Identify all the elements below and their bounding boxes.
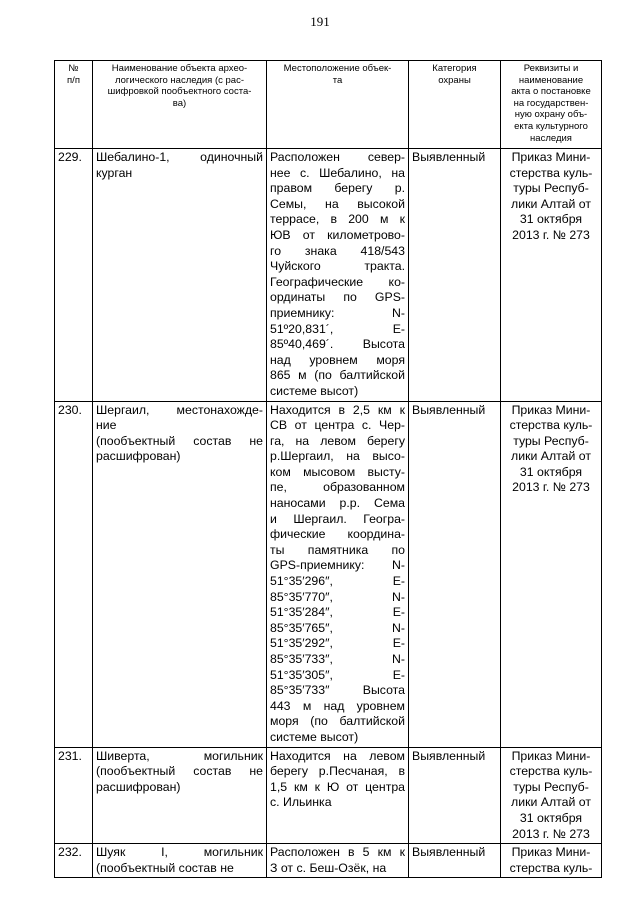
cell-text-line: 51°35′284″, E-	[270, 605, 405, 620]
header-text-line: ва)	[172, 97, 187, 109]
table-header-row	[55, 61, 602, 149]
cell-text-line: пе, образованном	[270, 480, 405, 495]
cell-text-line: 85°35′733″, N-	[270, 652, 405, 666]
cell-text-line: над уровнем моря	[270, 352, 405, 367]
cell-text-line: СВ от центра с. Чер-	[270, 418, 405, 433]
header-requisites	[501, 61, 602, 149]
header-text-line: Наименование объекта архео-	[111, 63, 248, 74]
cell-text-line: берегу р.Песчаная, в	[270, 764, 405, 779]
header-text-line: екта культурного	[514, 120, 588, 132]
header-text-line: п/п	[67, 74, 80, 86]
header-text-line: наименование	[518, 74, 584, 86]
cell-text-line: стерства куль-	[509, 165, 593, 180]
cell-text-line: 2013 г. № 273	[512, 826, 590, 841]
cell-text-line: с. Ильинка	[270, 795, 332, 810]
cell-text-line: 85°35′733″ Высота	[270, 683, 405, 698]
cell-text-line: 443 м над уровнем	[270, 698, 405, 713]
object-name-cell	[93, 844, 267, 878]
cell-text-line: лики Алтай от	[511, 449, 591, 464]
cell-text-line: Географические ко-	[270, 274, 405, 289]
header-text-line: Категория	[432, 63, 477, 74]
cell-text-line: Шиверта, могильник	[96, 748, 263, 763]
cell-text-line: га, на левом берегу	[270, 433, 405, 448]
cell-text-line: расшифрован)	[96, 449, 181, 464]
cell-text-line: 51º20,831´, E-	[270, 321, 405, 336]
cell-text-line: лики Алтай от	[511, 196, 591, 211]
cell-text-line: 85º40,469´. Высота	[270, 337, 405, 352]
cell-text-line: туры Респуб-	[513, 433, 589, 448]
cell-text-line: 2013 г. № 273	[512, 480, 590, 495]
cell-text-line: Приказ Мини-	[511, 402, 591, 417]
row-number: 232.	[55, 844, 93, 878]
cell-text-line: 85°35′770″, N-	[270, 589, 405, 604]
cell-text-line: системе высот)	[270, 729, 359, 744]
cell-text-line: ординаты по GPS-	[270, 290, 405, 305]
table-row	[55, 401, 602, 747]
cell-text-line: 51°35′305″, E-	[270, 667, 405, 682]
table-row	[55, 844, 602, 878]
cell-text-line: туры Респуб-	[513, 779, 589, 794]
protection-category-cell: Выявленный	[409, 401, 501, 747]
protection-category-cell: Выявленный	[409, 747, 501, 844]
cell-text-line: Приказ Мини-	[511, 845, 591, 860]
cell-text-line: Чуйского тракта.	[270, 259, 405, 274]
table-row	[55, 149, 602, 402]
cell-text-line: ЮВ от километрово-	[270, 227, 405, 242]
cell-text-line: З от с. Беш-Озёк, на	[270, 860, 387, 875]
row-number: 231.	[55, 747, 93, 844]
cell-text-line: 85°35′765″, N-	[270, 620, 405, 635]
header-text-line: логического наследия (с рас-	[115, 74, 244, 86]
object-name-cell	[93, 401, 267, 747]
requisites-cell	[501, 401, 602, 747]
location-cell	[267, 747, 409, 844]
page-number: 191	[310, 14, 330, 29]
cell-text-line: Приказ Мини-	[511, 748, 591, 763]
cell-text-line: 51°35′296″, E-	[270, 574, 405, 589]
cell-text-line: системе высот)	[270, 383, 359, 398]
object-name-cell	[93, 149, 267, 402]
header-number	[55, 61, 93, 149]
row-number: 229.	[55, 149, 93, 402]
header-object-name	[93, 61, 267, 149]
row-number: 230.	[55, 401, 93, 747]
cell-text-line: лики Алтай от	[511, 795, 591, 810]
header-protection-category	[409, 61, 501, 149]
cell-text-line: наносами р.р. Сема	[270, 496, 405, 511]
cell-text-line: Расположен север-	[270, 150, 405, 164]
header-text-line: та	[332, 74, 343, 86]
heritage-registry-table	[54, 60, 602, 878]
header-text-line: акта о постановке	[511, 86, 591, 98]
cell-text-line: Находится в 2,5 км к	[270, 402, 405, 417]
table-row	[55, 747, 602, 844]
cell-text-line: туры Респуб-	[513, 181, 589, 196]
cell-text-line: р.Шергаил, на высо-	[270, 449, 405, 464]
cell-text-line: 2013 г. № 273	[512, 227, 590, 242]
cell-text-line: (пообъектный состав не	[96, 860, 234, 875]
cell-text-line: 1,5 км к Ю от центра	[270, 779, 405, 794]
header-location	[267, 61, 409, 149]
header-text-line: на государствен-	[513, 97, 589, 109]
header-text-line: Реквизиты и	[523, 63, 579, 74]
cell-text-line: Шуяк I, могильник	[96, 845, 263, 860]
cell-text-line: фические координа-	[270, 527, 405, 542]
cell-text-line: (пообъектный состав не	[96, 764, 263, 779]
cell-text-line: террасе, в 200 м к	[270, 212, 405, 227]
location-cell	[267, 844, 409, 878]
cell-text-line: ты памятника по	[270, 542, 405, 557]
location-cell	[267, 149, 409, 402]
cell-text-line: Находится на левом	[270, 748, 405, 763]
cell-text-line: нее с. Шебалино, на	[270, 165, 405, 180]
header-text-line: наследия	[530, 132, 572, 144]
protection-category-cell: Выявленный	[409, 844, 501, 878]
cell-text-line: 865 м (по балтийской	[270, 368, 405, 383]
cell-text-line: стерства куль-	[509, 860, 593, 875]
cell-text-line: Приказ Мини-	[511, 150, 591, 164]
cell-text-line: Расположен в 5 км к	[270, 845, 405, 860]
cell-text-line: (пообъектный состав не	[96, 433, 263, 448]
requisites-cell	[501, 149, 602, 402]
object-name-cell	[93, 747, 267, 844]
cell-text-line: правом берегу р.	[270, 181, 405, 196]
cell-text-line: ком мысовом высту-	[270, 464, 405, 479]
header-text-line: №	[68, 63, 79, 74]
table-body	[55, 149, 602, 878]
cell-text-line: стерства куль-	[509, 418, 593, 433]
cell-text-line: Шергаил, местонахожде-	[96, 402, 263, 417]
cell-text-line: стерства куль-	[509, 764, 593, 779]
cell-text-line: курган	[96, 165, 133, 180]
cell-text-line: Шебалино-1, одиночный	[96, 150, 263, 164]
header-text-line: охраны	[438, 74, 471, 86]
cell-text-line: приемнику: N-	[270, 305, 405, 320]
requisites-cell	[501, 844, 602, 878]
cell-text-line: моря (по балтийской	[270, 714, 405, 729]
header-text-line: ную охрану объ-	[514, 109, 588, 121]
cell-text-line: го знака 418/543	[270, 243, 405, 258]
cell-text-line: и Шергаил. Геогра-	[270, 511, 405, 526]
cell-text-line: расшифрован)	[96, 779, 181, 794]
cell-text-line: 31 октября	[519, 464, 583, 479]
location-cell	[267, 401, 409, 747]
protection-category-cell: Выявленный	[409, 149, 501, 402]
cell-text-line: 31 октября	[519, 810, 583, 825]
cell-text-line: Семы, на высокой	[270, 196, 405, 211]
header-text-line: шифровкой пообъектного соста-	[107, 86, 252, 98]
requisites-cell	[501, 747, 602, 844]
cell-text-line: 51°35′292″, E-	[270, 636, 405, 651]
cell-text-line: ние	[96, 418, 117, 433]
cell-text-line: GPS-приемнику: N-	[270, 558, 405, 573]
cell-text-line: 31 октября	[519, 212, 583, 227]
header-text-line: Местоположение объек-	[283, 63, 392, 74]
